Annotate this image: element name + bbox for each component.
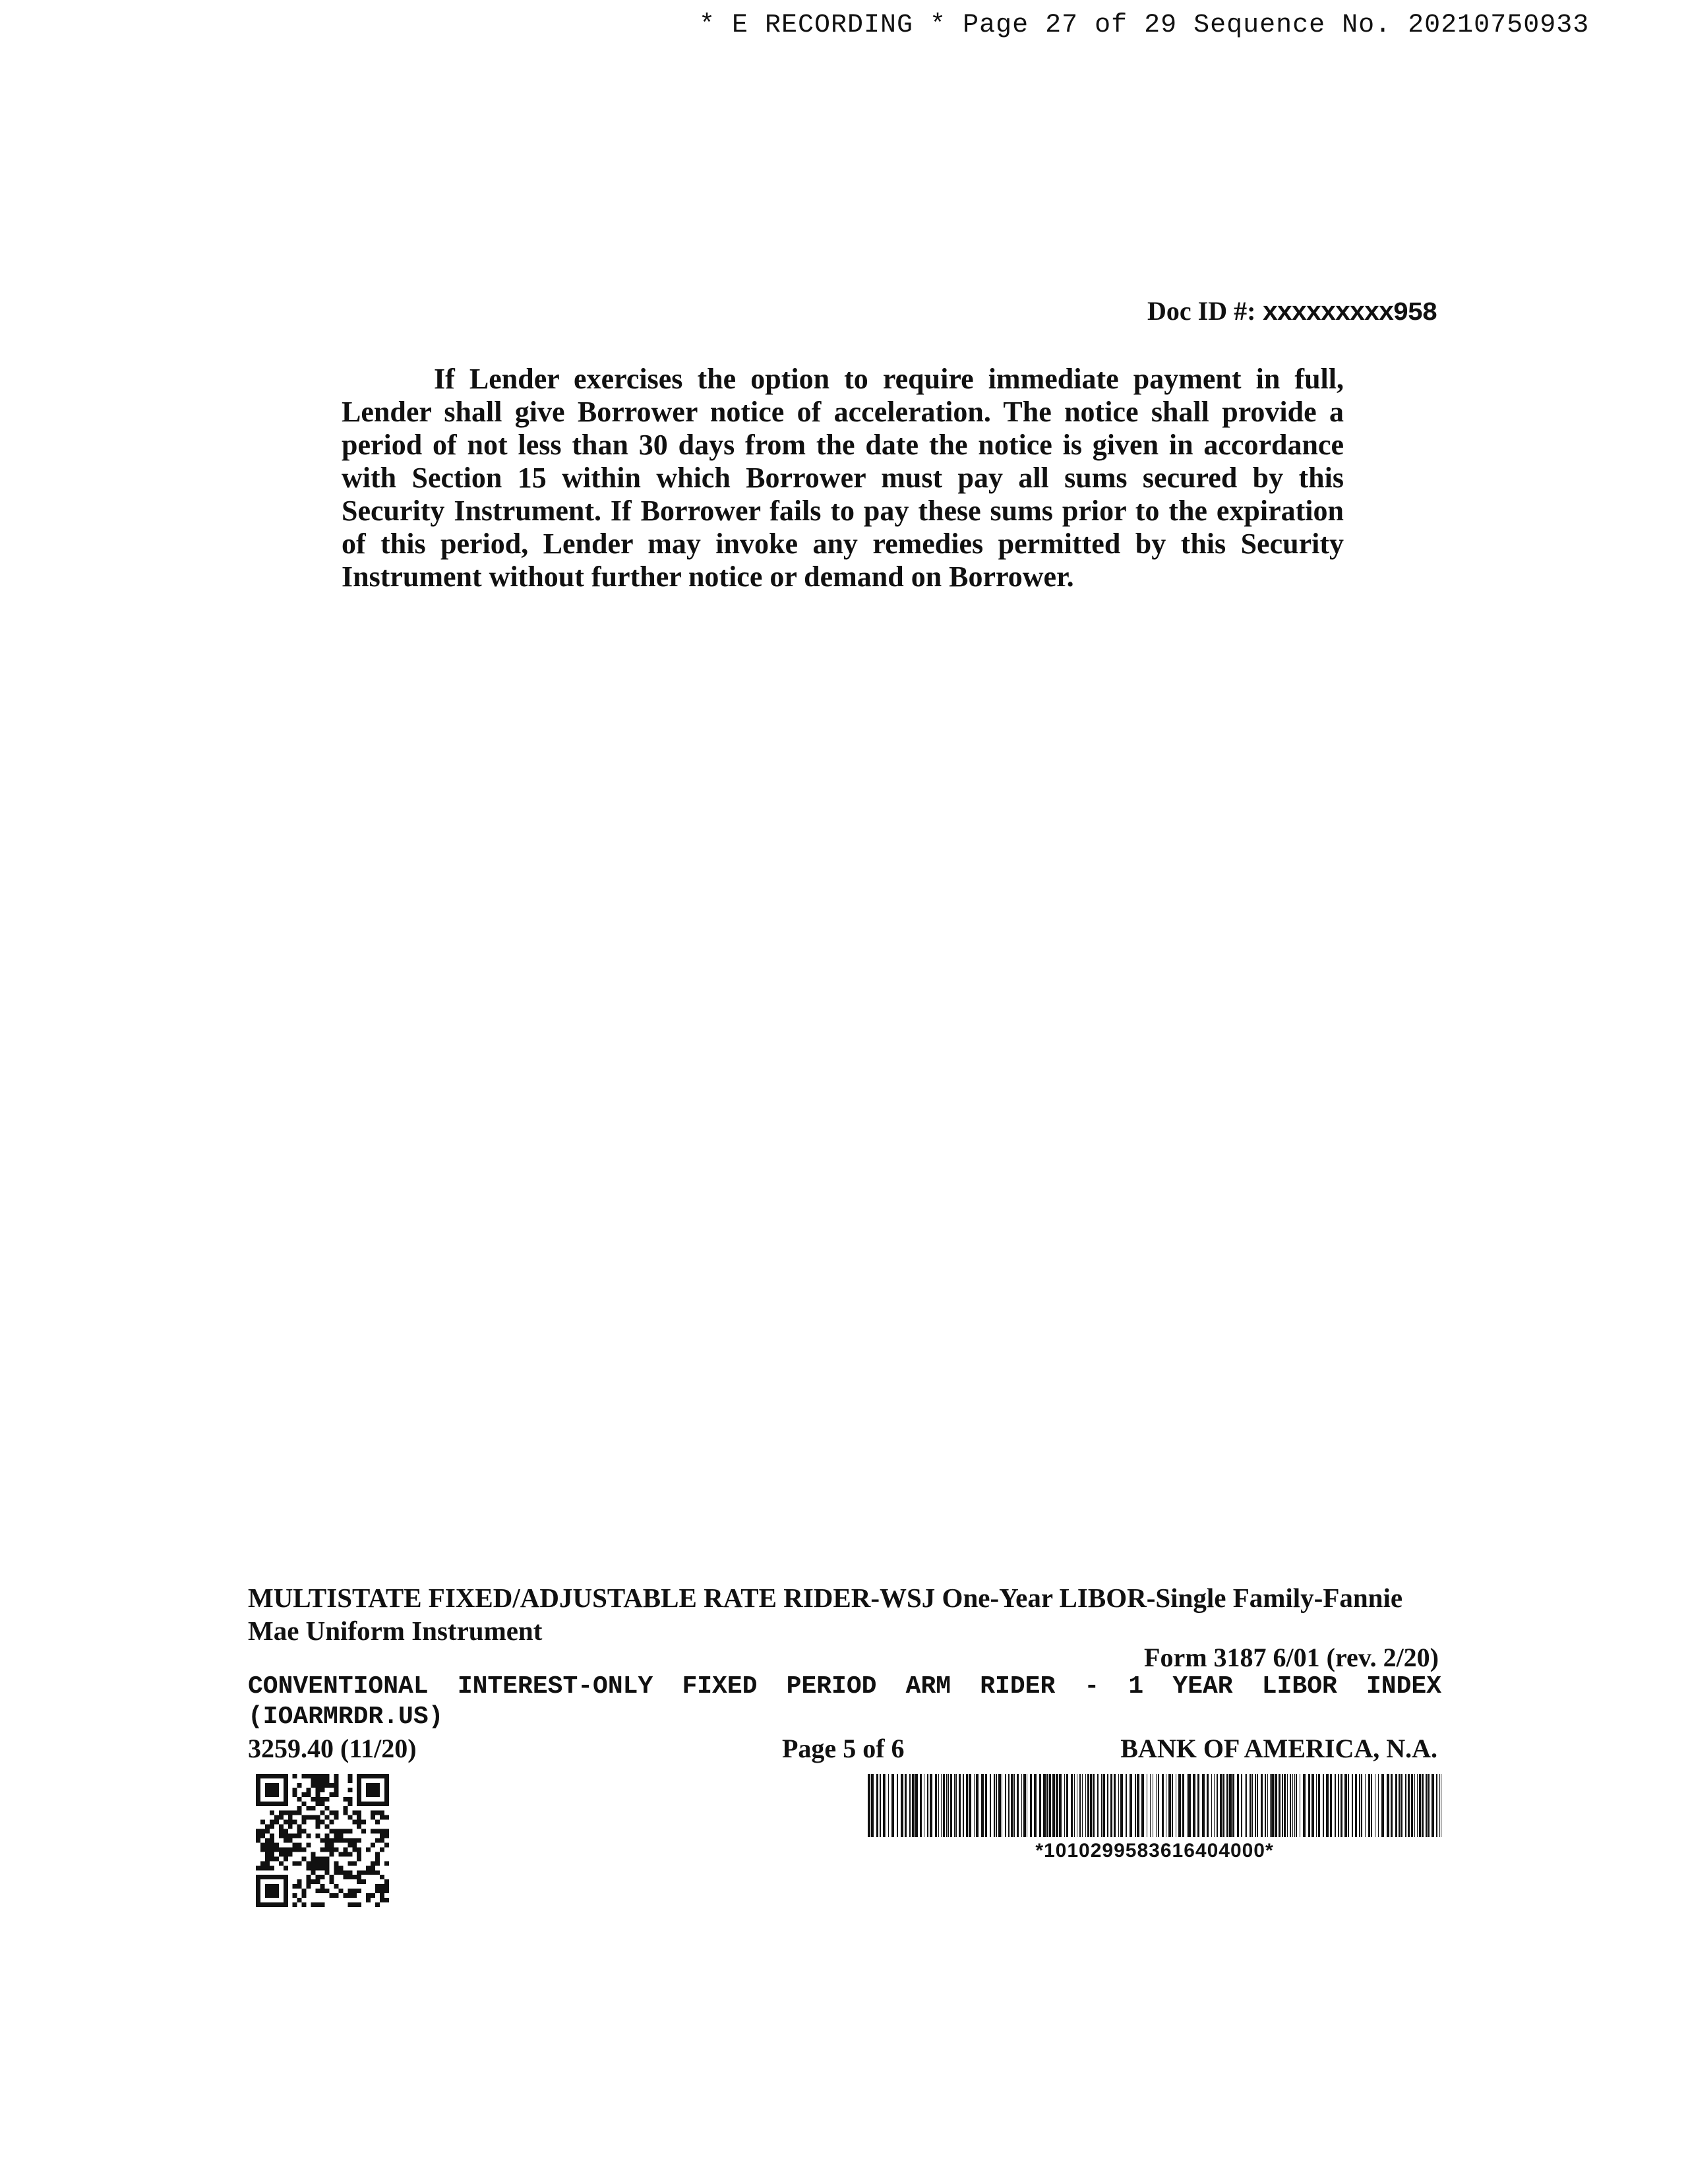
qr-code-icon xyxy=(256,1774,389,1907)
body-paragraph: If Lender exercises the option to require immediate payment in full, Lender shall give Borrower notice of acceleration. The notice shall provide a period of not less than 30 days from the date the notice is given in accordance with Section 15 within which Borrower must pay all sums secured by this Security Instrument. If Borrower fails to pay these sums prior to the expiration of this period, Lender may invoke any remedies permitted by this Security Instrument without further notice or demand on Borrower. xyxy=(342,363,1344,593)
footer-form-code: 3259.40 (11/20) xyxy=(248,1734,417,1763)
barcode-number: *1010299583616404000* xyxy=(1035,1840,1274,1862)
doc-id-label: Doc ID #: xyxy=(1147,296,1256,326)
footer-lender-name: BANK OF AMERICA, N.A. xyxy=(1120,1734,1437,1763)
footer-title: MULTISTATE FIXED/ADJUSTABLE RATE RIDER-WSJ One-Year LIBOR-Single Family-Fannie Mae Uniform Instrument xyxy=(248,1583,1403,1646)
footer-page-number: Page 5 of 6 xyxy=(782,1734,905,1763)
recording-header: * E RECORDING * Page 27 of 29 Sequence No. 20210750933 xyxy=(699,11,1590,40)
doc-id xyxy=(1147,295,1436,328)
footer-conventional-line: CONVENTIONAL INTEREST-ONLY FIXED PERIOD ARM RIDER - 1 YEAR LIBOR INDEX xyxy=(248,1672,1441,1701)
barcode-icon xyxy=(868,1774,1441,1837)
footer-form-code-mono: (IOARMRDR.US) xyxy=(248,1703,444,1731)
doc-id-value: xxxxxxxxx958 xyxy=(1262,299,1437,328)
form-number: Form 3187 6/01 (rev. 2/20) xyxy=(1144,1643,1439,1672)
